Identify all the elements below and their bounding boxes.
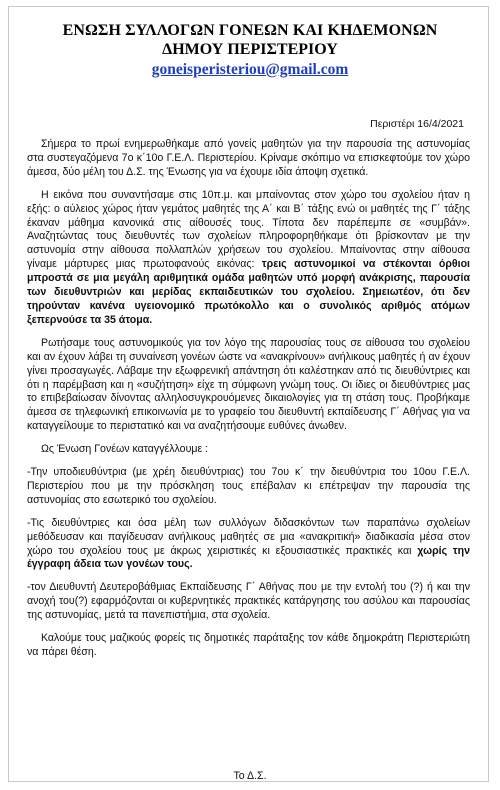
paragraph-denounce-1: -Την υποδιευθύντρια (με χρέη διευθύντριας) του 7ου κ΄ την διευθύντρια του 10ου Γ.Ε.Λ. Περιστερίου που με την πρόσκληση τους επέβαλαν κι επέτρεψαν την παρουσία της αστυνομίας στο εσωτερικό του σχολείου. [27, 466, 470, 506]
org-title-line1: ΕΝΩΣΗ ΣΥΛΛΟΓΩΝ ΓΟΝΕΩΝ ΚΑΙ ΚΗΔΕΜΟΝΩΝ [62, 22, 438, 39]
paragraph-scene [27, 189, 470, 328]
paragraph-scene-text: Η εικόνα που συναντήσαμε στις 10π.μ. και μπαίνοντας στον χώρο του σχολείου ήταν η εξής: ο αύλειος χώρος ήταν γεμάτος μαθητές της Α΄ και Β΄ τάξης ενώ οι μαθητές της Γ΄ τάξης έκαναν μάθημα κανονικά στις αίθουσές τους. Τίποτα δεν παρέπεμπε σε «συμβάν». Αναζητώντας τους διευθυντές των σχολείων πληροφορηθήκαμε ότι βρίσκονταν με την αστυνομία στην αίθουσα πολλαπλών χρήσεων του σχολείου. Μπαίνοντας στην αίθουσα γίναμε μάρτυρες μιας πρωτοφανούς εικόνας: [27, 188, 470, 271]
org-title-line2: ΔΗΜΟΥ ΠΕΡΙΣΤΕΡΙΟΥ [162, 41, 338, 58]
paragraph-scene-bold: τρεις αστυνομικοί να στέκονται όρθιοι μπροστά σε μια μεγάλη αριθμητικά ομάδα μαθητών υπό μορφή ανάκρισης, παρουσία των διευθυντριών και μερίδας εκπαιδευτικών του σχολείου. Σημειωτέον, ότι δεν τηρούνταν κανένα υγειονομικό πρωτόκολλο και ο συνολικός αριθμός ατόμων ξεπερνούσε τα 35 άτομα. [27, 258, 470, 326]
document-body [27, 138, 470, 660]
paragraph-denounce-3: -τον Διευθυντή Δευτεροβάθμιας Εκπαίδευσης Γ΄ Αθήνας που με την εντολή του (?) ή και την ανοχή του(?) εφαρμόζονται οι κυβερνητικές πρακτικές κατάργησης του ασύλου και παρουσίας της αστυνομίας, μετά τα πανεπιστήμια, στα σχολεία. [27, 581, 470, 622]
paragraph-call: Καλούμε τους μαζικούς φορείς τις δημοτικές παράταξης τον κάθε δημοκράτη Περιστεριώτη να πάρει θέση. [27, 632, 470, 658]
signature: Το Δ.Σ. [233, 770, 267, 782]
paragraph-denounce-2-text: -Τις διευθύντριες και όσα μέλη των συλλόγων διδασκόντων των παραπάνω σχολείων μεθόδευσαν και παγίδευσαν ανήλικους μαθητές σε μια «ανακριτική» διαδικασία μέσα στον χώρο του σχολείου τους με άκρως χειριστικές κι εξουσιαστικές πρακτικές και [27, 516, 470, 557]
paragraph-intro: Σήμερα το πρωί ενημερωθήκαμε από γονείς μαθητών για την παρουσία της αστυνομίας στα συστεγαζόμενα 7ο κ΄10ο Γ.Ε.Λ. Περιστερίου. Κρίναμε σκόπιμο να επισκεφτούμε τον χώρο άμεσα, δύο μέλη του Δ.Σ. της Ένωσης για να έχουμε ιδία άποψη σχετικά. [27, 138, 470, 178]
paragraph-questions: Ρωτήσαμε τους αστυνομικούς για τον λόγο της παρουσίας τους σε αίθουσα του σχολείου και αν έχουν λάβει τη συναίνεση γονέων ώστε να «ανακρίνουν» ανήλικους μαθητές ή αν έχουν γίνει προσαγωγές. Λάβαμε την εξωφρενική απάντηση ότι καλέστηκαν από τις διευθύντριες και ότι η παρέμβαση και η «συζήτηση» είχε τη σύμφωνη γνώμη τους. Οι ίδιες οι διευθύντριες μας το επιβεβαίωσαν δίνοντας αλληλοσυγκρουόμενες δικαιολογίες για τη στάση τους. Προβήκαμε άμεσα σε τηλεφωνική επικοινωνία με το γραφείο του διευθυντή εκπαίδευσης Γ΄ Αθήνας για να καταγγείλουμε το περιστατικό και να αναζητήσουμε ευθύνες άνωθεν. [27, 336, 470, 433]
document-date: Περιστέρι 16/4/2021 [370, 118, 464, 130]
paragraph-denounce-2-bold: χωρίς την έγγραφη άδεια των γονέων τους. [27, 544, 470, 571]
paragraph-denounce-2 [27, 517, 470, 573]
email-link[interactable]: goneisperisteriou@gmail.com [151, 61, 349, 78]
paragraph-denounce-heading: Ως Ένωση Γονέων καταγγέλλουμε : [41, 443, 209, 456]
